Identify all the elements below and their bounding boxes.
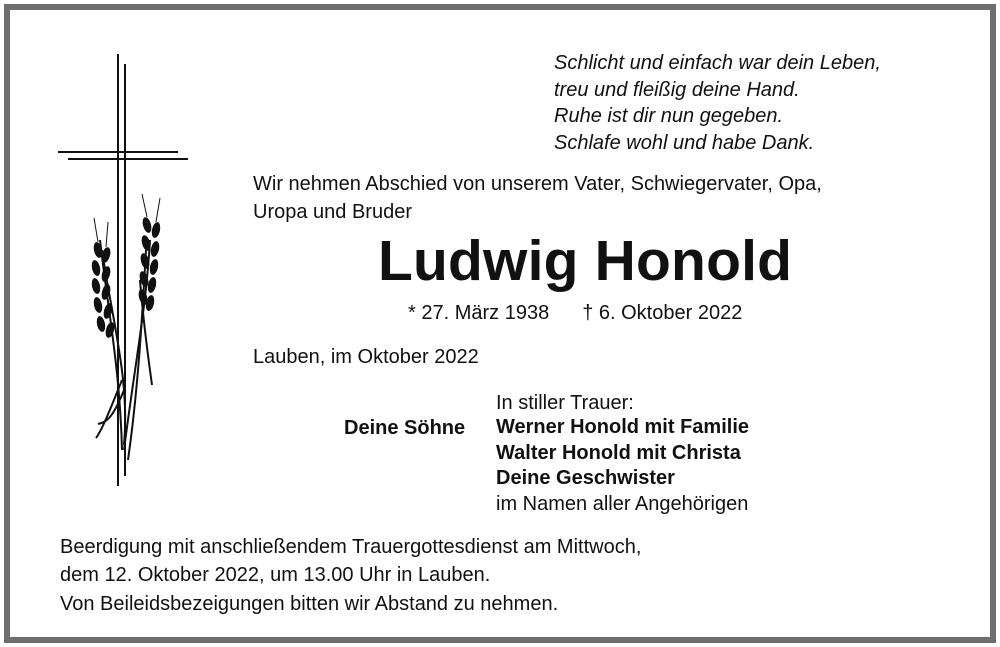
cross-with-wheat-icon	[50, 50, 200, 490]
poem	[554, 50, 881, 156]
place-date: Lauben, im Oktober 2022	[253, 346, 479, 368]
poem-line: treu und fleißig deine Hand.	[554, 78, 800, 101]
mourner-name: Deine Geschwister	[496, 467, 675, 489]
sons-label: Deine Söhne	[344, 417, 466, 439]
poem-line: Schlicht und einfach war dein Leben,	[554, 52, 881, 74]
birth-date: * 27. März 1938	[408, 302, 550, 324]
funeral-line-2: dem 12. Oktober 2022, um 13.00 Uhr in Lauben.	[60, 564, 491, 586]
intro-line-2: Uropa und Bruder	[253, 201, 412, 223]
poem-line: Schlafe wohl und habe Dank.	[554, 131, 815, 154]
closing-note: Von Beileidsbezeigungen bitten wir Abstand zu nehmen.	[60, 593, 559, 615]
funeral-info	[60, 533, 940, 589]
farewell-intro	[253, 170, 943, 226]
funeral-line-1: Beerdigung mit anschließendem Trauergottesdienst am Mittwoch,	[60, 536, 642, 558]
mourners-list	[496, 415, 749, 517]
deceased-name: Ludwig Honold	[378, 229, 793, 293]
mourner-name: Werner Honold mit Familie	[496, 416, 749, 438]
mourner-name: Walter Honold mit Christa	[496, 441, 741, 464]
death-date: † 6. Oktober 2022	[582, 302, 743, 324]
intro-line-1: Wir nehmen Abschied von unserem Vater, Schwiegervater, Opa,	[253, 173, 822, 195]
life-dates	[408, 299, 742, 327]
poem-line: Ruhe ist dir nun gegeben.	[554, 105, 784, 127]
relatives-note: im Namen aller Angehörigen	[496, 492, 749, 515]
mourning-heading: In stiller Trauer:	[496, 392, 634, 414]
